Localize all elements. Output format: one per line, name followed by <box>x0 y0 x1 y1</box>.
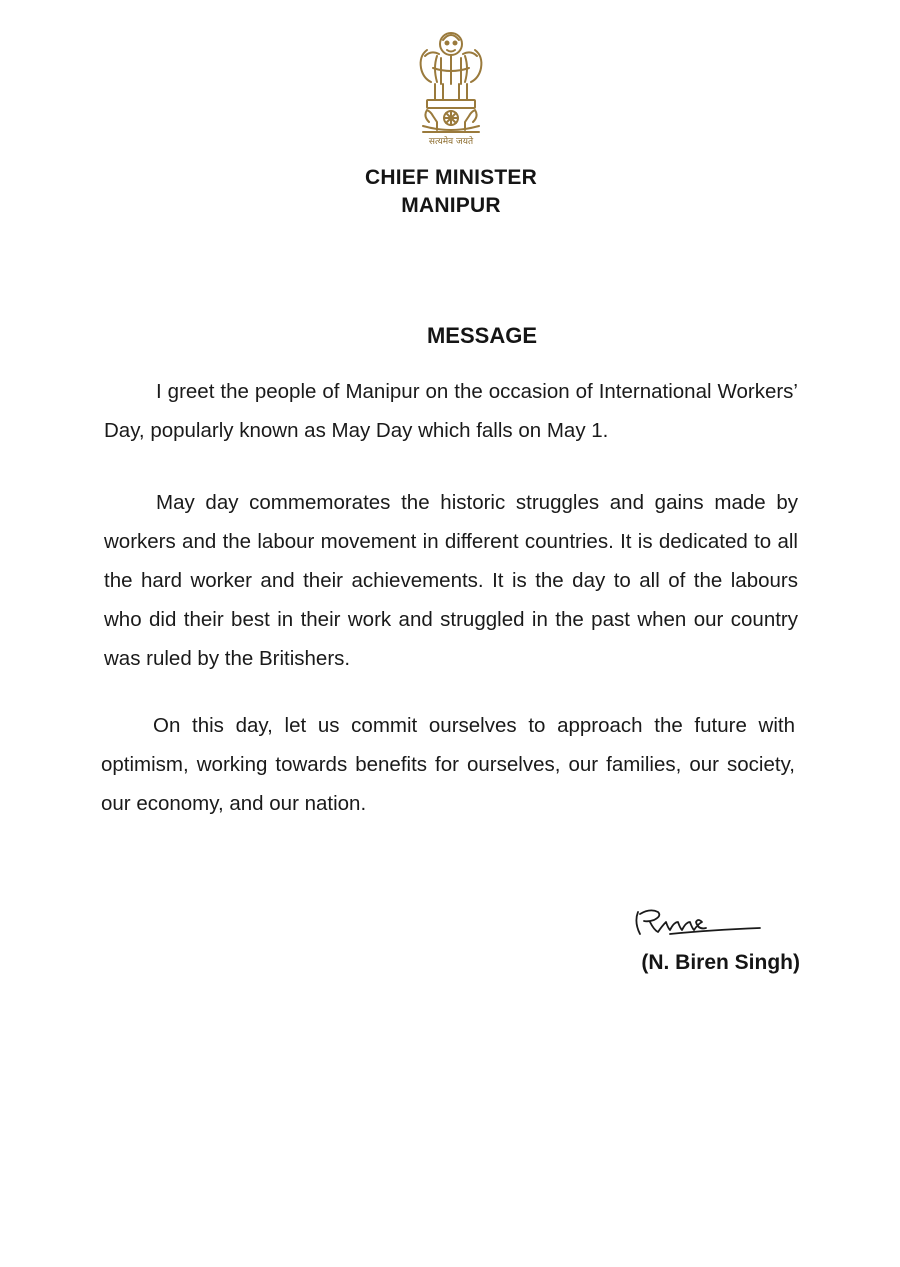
message-paragraph-2: May day commemorates the historic struggles and gains made by workers and the labour movement in different countries. It is dedicated to all the hard worker and their achievements. It is the day to all of the labours who did their best in their work and struggled in the past when our country was ruled by the Britishers. <box>104 491 798 670</box>
message-paragraph-3: On this day, let us commit ourselves to approach the future with optimism, working towards benefits for ourselves, our families, our society, our economy, and our nation. <box>101 714 795 815</box>
message-paragraph-1: I greet the people of Manipur on the occasion of International Workers’ Day, popularly known as May Day which falls on May 1. <box>104 380 798 442</box>
office-state: MANIPUR <box>401 194 501 217</box>
state-emblem-icon <box>405 22 497 150</box>
office-title: CHIEF MINISTER <box>365 166 537 189</box>
emblem-motto: सत्यमेव जयते <box>428 137 474 147</box>
signature-icon <box>630 900 770 944</box>
message-heading: MESSAGE <box>426 323 538 348</box>
signatory-name: (N. Biren Singh) <box>641 951 800 974</box>
